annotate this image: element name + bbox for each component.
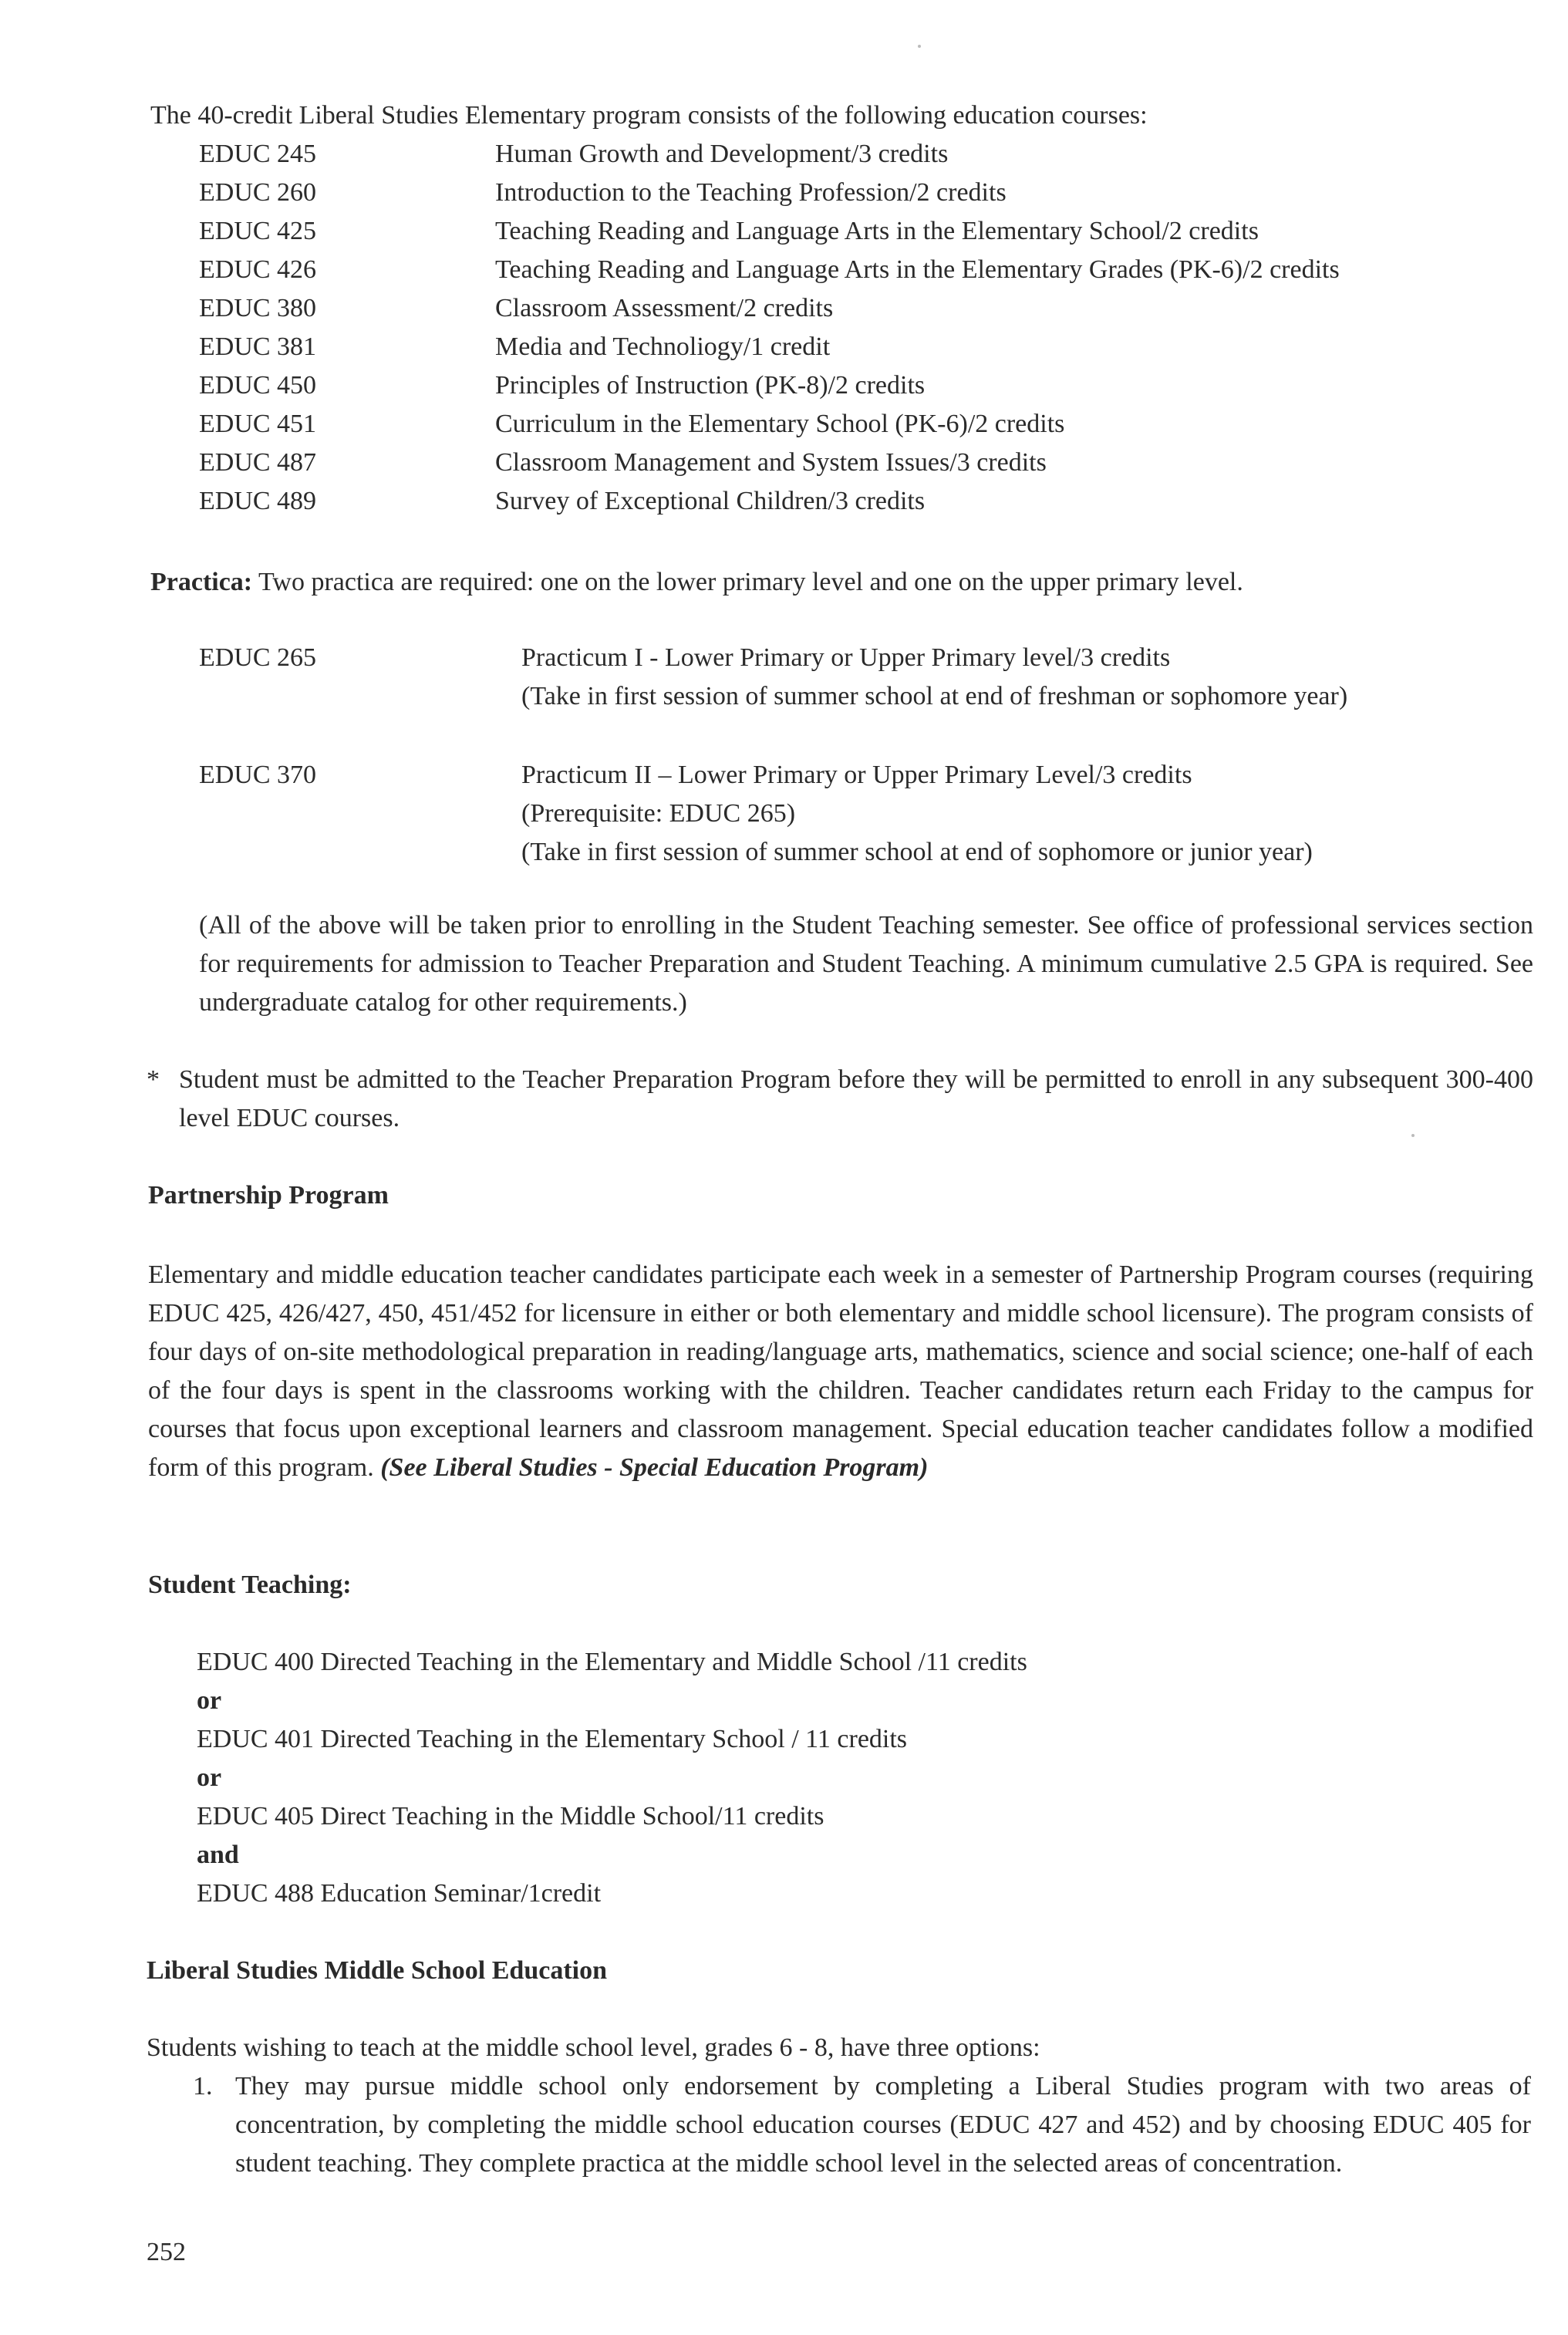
practica-intro-text: Two practica are required: one on the lower primary level and one on the upper primary level. — [258, 568, 1243, 596]
course-code: EDUC 380 — [199, 294, 317, 322]
course-code: EDUC 450 — [199, 371, 317, 400]
course-code: EDUC 489 — [199, 487, 317, 515]
middle-school-intro: Students wishing to teach at the middle school level, grades 6 - 8, have three options: — [147, 2033, 1040, 2062]
course-code: EDUC 381 — [199, 332, 317, 361]
practica-label: Practica: — [150, 568, 253, 596]
connector-or: or — [197, 1686, 222, 1715]
practicum-details — [521, 756, 1313, 872]
practicum-line: (Take in first session of summer school at end of freshman or sophomore year) — [521, 682, 1348, 710]
practicum-details — [521, 639, 1347, 716]
partnership-reference: (See Liberal Studies - Special Education Program) — [380, 1453, 929, 1482]
practicum-line: (Prerequisite: EDUC 265) — [521, 799, 796, 828]
course-description: Teaching Reading and Language Arts in the Elementary Grades (PK-6)/2 credits — [495, 255, 1340, 284]
course-code: EDUC 451 — [199, 410, 317, 438]
course-code: EDUC 425 — [199, 217, 317, 245]
connector-or: or — [197, 1763, 222, 1792]
student-teaching-option: EDUC 400 Directed Teaching in the Elementary and Middle School /11 credits — [197, 1648, 1027, 1676]
partnership-text: Elementary and middle education teacher candidates participate each week in a semester of Partnership Program courses (requiring EDUC 425, 426/427, 450, 451/452 for licensure in either or both elementary and middle school licensure). The program consists of four days of on-site methodological preparation in reading/language arts, mathematics, science and social science; one-half of each of the four days is spent in the classrooms working with the children. Teacher candidates return each Friday to the campus for courses that focus upon exceptional learners and classroom management. Special education teacher candidates follow a modified form of this program. — [148, 1260, 1533, 1482]
practicum-code: EDUC 265 — [199, 643, 317, 672]
course-description: Classroom Assessment/2 credits — [495, 294, 834, 322]
requirements-note: (All of the above will be taken prior to enrolling in the Student Teaching semester. See office of professional services section for requirements for admission to Teacher Preparation and Student Teaching. A minimum cumulative 2.5 GPA is required. See undergraduate catalog for other requirements.) — [199, 911, 1533, 1017]
middle-school-heading: Liberal Studies Middle School Education — [147, 1956, 607, 1985]
course-code: EDUC 245 — [199, 140, 317, 168]
course-description: Survey of Exceptional Children/3 credits — [495, 487, 926, 515]
course-description: Media and Technoliogy/1 credit — [495, 332, 831, 361]
practicum-line: (Take in first session of summer school at end of sophomore or junior year) — [521, 838, 1313, 866]
course-description: Human Growth and Development/3 credits — [495, 140, 949, 168]
student-teaching-option: EDUC 401 Directed Teaching in the Elementary School / 11 credits — [197, 1725, 908, 1753]
student-teaching-heading: Student Teaching: — [148, 1571, 352, 1599]
course-description: Classroom Management and System Issues/3 credits — [495, 448, 1047, 477]
course-code: EDUC 260 — [199, 178, 317, 207]
partnership-heading: Partnership Program — [148, 1181, 389, 1210]
scan-speck — [1411, 1134, 1415, 1137]
student-teaching-option: EDUC 405 Direct Teaching in the Middle School/11 credits — [197, 1802, 824, 1831]
option-number: 1. — [193, 2072, 213, 2100]
scan-speck — [918, 45, 921, 48]
practica-intro — [150, 563, 1554, 602]
practicum-line: Practicum II – Lower Primary or Upper Primary Level/3 credits — [521, 761, 1192, 789]
option-text: They may pursue middle school only endorsement by completing a Liberal Studies program with two areas of concentration, by completing the middle school education courses (EDUC 427 and 452) and by choosing EDUC 405 for student teaching. They complete practica at the middle school level in the selected areas of concentration. — [235, 2072, 1531, 2178]
asterisk-note-text: Student must be admitted to the Teacher Preparation Program before they will be permitted to enroll in any subsequent 300-400 level EDUC courses. — [179, 1065, 1533, 1132]
course-description: Principles of Instruction (PK-8)/2 credits — [495, 371, 926, 400]
student-teaching-option: EDUC 488 Education Seminar/1credit — [197, 1879, 602, 1908]
course-code: EDUC 487 — [199, 448, 317, 477]
asterisk-symbol: * — [147, 1065, 160, 1094]
course-description: Curriculum in the Elementary School (PK-6)/2 credits — [495, 410, 1065, 438]
course-description: Introduction to the Teaching Profession/2 credits — [495, 178, 1007, 207]
connector-and: and — [197, 1841, 239, 1869]
practicum-line: Practicum I - Lower Primary or Upper Primary level/3 credits — [521, 643, 1171, 672]
course-description: Teaching Reading and Language Arts in the Elementary School/2 credits — [495, 217, 1259, 245]
practicum-code: EDUC 370 — [199, 761, 317, 789]
course-code: EDUC 426 — [199, 255, 317, 284]
partnership-paragraph — [148, 1256, 1533, 1487]
page-number: 252 — [147, 2238, 186, 2266]
intro-text: The 40-credit Liberal Studies Elementary program consists of the following education courses: — [150, 101, 1148, 130]
